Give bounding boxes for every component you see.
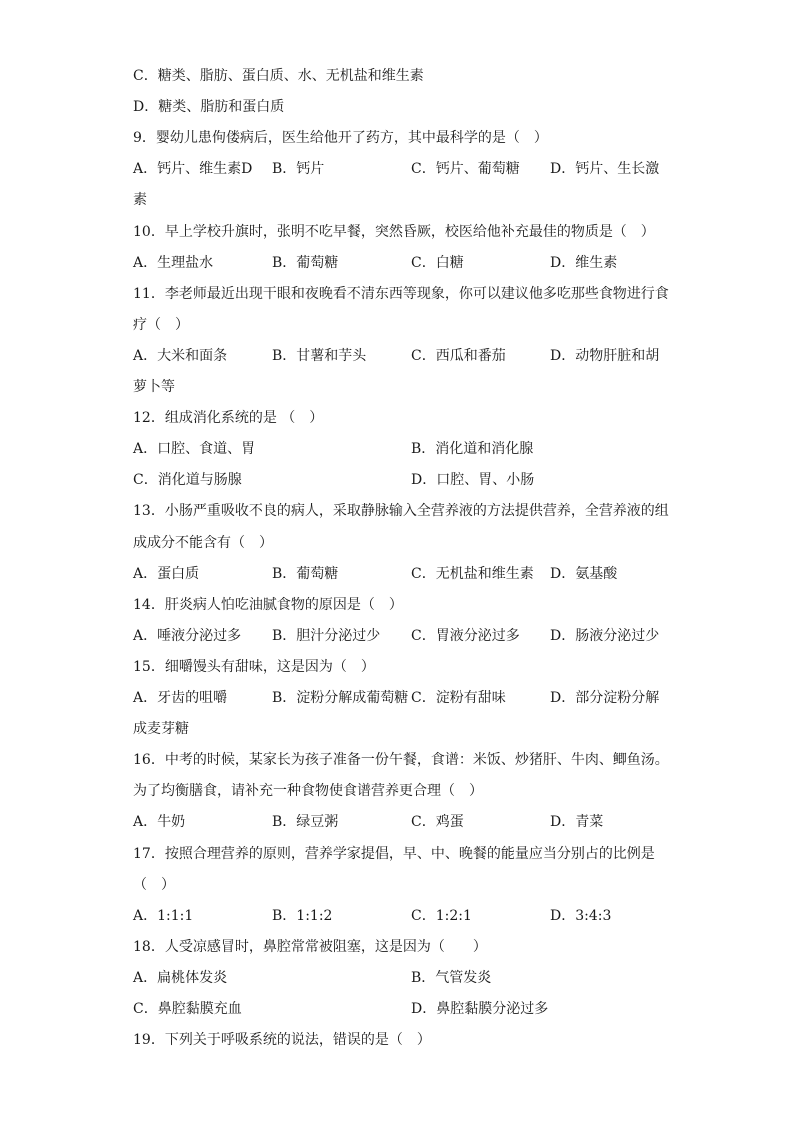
answer-option: B．淀粉分解成葡萄糖: [272, 690, 409, 706]
answer-option: A．牙齿的咀嚼: [133, 690, 228, 706]
answer-option: B．葡萄糖: [272, 254, 339, 271]
answer-option: C．鸡蛋: [411, 814, 464, 831]
answer-option: C．钙片、葡萄糖: [411, 161, 520, 178]
option-row: [133, 439, 754, 459]
answer-option: D．口腔、胃、小肠: [411, 472, 535, 489]
answer-option: C．白糖: [411, 254, 464, 271]
text-line: 19．下列关于呼吸系统的说法，错误的是（ ）: [133, 1032, 431, 1049]
answer-option: D．3:4:3: [550, 907, 612, 924]
answer-option: B．消化道和消化腺: [411, 441, 534, 458]
answer-option: D．肠液分泌过少: [550, 627, 660, 644]
text-line: 成成分不能含有（ ）: [133, 534, 273, 551]
answer-option: D．钙片、生长激: [550, 161, 660, 178]
answer-option: D．氨基酸: [550, 565, 618, 582]
option-row: [133, 906, 754, 926]
option-row: [133, 564, 754, 584]
answer-option: B．胆汁分泌过少: [272, 627, 381, 644]
answer-option: B．甘薯和芋头: [272, 347, 367, 364]
text-line: 萝卜等: [133, 379, 175, 395]
answer-option: B．葡萄糖: [272, 565, 339, 582]
answer-option: A．大米和面条: [133, 347, 228, 364]
text-line: 素: [133, 192, 147, 209]
answer-option: D．维生素: [550, 254, 618, 271]
answer-option: A．口腔、食道、胃: [133, 441, 256, 458]
option-row: [133, 812, 754, 832]
answer-option: B．1:1:2: [272, 907, 333, 924]
option-row: [133, 253, 754, 273]
answer-option: A．生理盐水: [133, 254, 214, 271]
option-row: [133, 688, 754, 708]
text-line: 11．李老师最近出现干眼和夜晚看不清东西等现象，你可以建议他多吃那些食物进行食: [133, 285, 669, 302]
text-line: C．糖类、脂肪、蛋白质、水、无机盐和维生素: [133, 68, 424, 84]
text-line: 成麦芽糖: [133, 721, 189, 738]
answer-option: D．青菜: [550, 814, 604, 831]
answer-option: A．蛋白质: [133, 565, 200, 582]
answer-option: A．钙片、维生素D: [133, 161, 253, 178]
text-line: 18．人受凉感冒时，鼻腔常常被阻塞，这是因为（ ）: [133, 938, 487, 955]
answer-option: D．鼻腔黏膜分泌过多: [411, 1001, 549, 1017]
option-row: [133, 470, 754, 490]
text-line: 17．按照合理营养的原则，营养学家提倡，早、中、晚餐的能量应当分别占的比例是: [133, 845, 655, 862]
text-line: 16．中考的时候，某家长为孩子准备一份午餐，食谱：米饭、炒猪肝、牛肉、鲫鱼汤。: [133, 752, 669, 769]
answer-option: B．气管发炎: [411, 969, 492, 986]
text-line: 10．早上学校升旗时，张明不吃早餐，突然昏厥，校医给他补充最佳的物质是（ ）: [133, 223, 655, 240]
text-line: 疗（ ）: [133, 316, 189, 333]
answer-option: D．部分淀粉分解: [550, 690, 660, 706]
text-line: （ ）: [133, 876, 175, 893]
option-row: [133, 626, 754, 646]
option-row: [133, 346, 754, 366]
text-line: D．糖类、脂肪和蛋白质: [133, 99, 285, 116]
text-line: 15．细嚼馒头有甜味，这是因为（ ）: [133, 658, 375, 675]
answer-option: B．钙片: [272, 161, 325, 178]
answer-option: D．动物肝脏和胡: [550, 347, 660, 364]
answer-option: A．扁桃体发炎: [133, 969, 228, 986]
option-row: [133, 968, 754, 988]
answer-option: C．1:2:1: [411, 907, 472, 924]
answer-option: C．胃液分泌过多: [411, 627, 520, 644]
answer-option: A．唾液分泌过多: [133, 627, 242, 644]
answer-option: C．无机盐和维生素: [411, 565, 534, 582]
answer-option: A．1:1:1: [133, 907, 194, 924]
answer-option: C．鼻腔黏膜充血: [133, 1001, 242, 1017]
text-line: 13．小肠严重吸收不良的病人，采取静脉输入全营养液的方法提供营养，全营养液的组: [133, 503, 669, 520]
text-line: 14．肝炎病人怕吃油腻食物的原因是（ ）: [133, 596, 403, 613]
text-line: 9．婴幼儿患佝偻病后，医生给他开了药方，其中最科学的是（ ）: [133, 130, 548, 147]
answer-option: C．西瓜和番茄: [411, 347, 506, 364]
option-row: [133, 999, 754, 1019]
answer-option: A．牛奶: [133, 814, 186, 831]
option-row: [133, 159, 754, 179]
answer-option: C．淀粉有甜味: [411, 690, 506, 706]
answer-option: C．消化道与肠腺: [133, 472, 242, 489]
text-line: 为了均衡膳食，请补充一种食物使食谱营养更合理（ ）: [133, 783, 483, 800]
answer-option: B．绿豆粥: [272, 814, 339, 831]
text-line: 12．组成消化系统的是 （ ）: [133, 410, 324, 427]
